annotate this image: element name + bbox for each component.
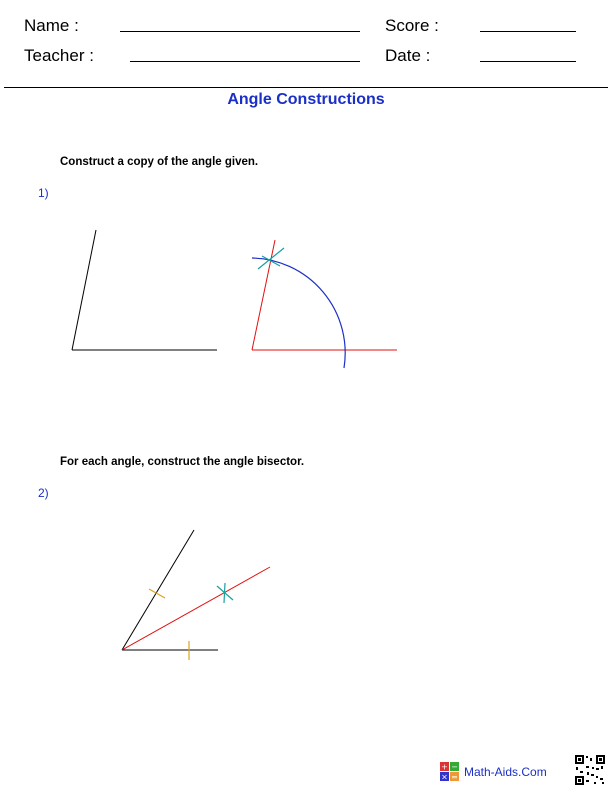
date-label: Date : (385, 46, 431, 65)
given-angle-arm (72, 230, 96, 350)
bisector-line (122, 567, 270, 650)
problem-1-instruction: Construct a copy of the angle given. (60, 156, 259, 168)
svg-text:+: + (441, 762, 448, 772)
svg-text:×: × (441, 772, 448, 782)
name-label: Name : (24, 16, 79, 35)
given-angle (72, 230, 217, 350)
svg-text:=: = (451, 772, 458, 782)
problem-1-number: 1) (38, 186, 49, 200)
copied-angle (252, 240, 397, 368)
bisected-angle (122, 530, 270, 660)
compass-arc (252, 258, 345, 368)
qr-code-icon (574, 754, 606, 786)
problem-2-instruction: For each angle, construct the angle bisector. (60, 456, 305, 468)
angle-arm (122, 530, 194, 650)
problem-2-number: 2) (38, 486, 49, 500)
svg-text:−: − (451, 762, 458, 772)
page-title: Angle Constructions (227, 91, 385, 108)
compass-tick-arm (149, 589, 165, 598)
brand-text: Math-Aids.Com (464, 765, 547, 779)
footer-brand (440, 762, 547, 782)
teacher-label: Teacher : (24, 46, 94, 65)
calculator-icon (440, 762, 460, 782)
score-label: Score : (385, 16, 439, 35)
bisector-mark-2 (224, 583, 225, 603)
